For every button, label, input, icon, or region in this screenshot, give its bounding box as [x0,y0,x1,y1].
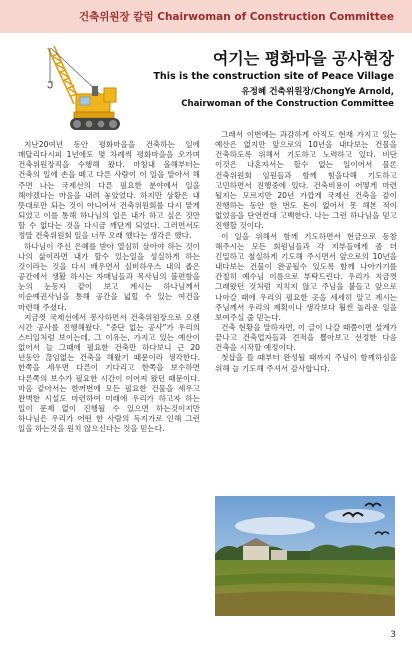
author-role: Chairwoman of the Construction Committee [181,99,394,109]
paragraph: 하나님이 주신 은혜를 받아 열심히 살아야 하는 것이 나의 삶이라면 내가 할수 있는일을 성실하게 하는 것이라는 것을 다시 배우면서 심비하우스 내의 좁은 공간에서 생활 하시는 자매님들과 목사님의 불편함을 눈의 눈동자 같이 보고 계시는 하나님께서 이순예권사님을 통해 공간을 넓힐 수 있는 여건을 마련해 주셨다. [18,241,200,312]
article-title-english: This is the construction site of Peace Village [153,71,394,82]
header-bar [0,0,412,33]
article-column-left [18,140,200,435]
article-title-korean: 여기는 평화마을 공사현장 [212,49,394,68]
paragraph: 그래서 이번에는 과감하게 아직도 현재 가지고 있는 예산은 없지만 앞으로의 10년을 내다보는 건물을 건축하도록 위해서 기도하고 노력하고 있다. 비단 이것은 나혼자서는 할수 없는 일이어서 물론 건축위원회 임원들과 함께 힘을다해 기도하고 고민하면서 진행중에 있다. 건축비용이 어떻게 마련 될지는 모르지만 20년 가깝게 국제선 건축을 같이 진행하는 동안 한 번도 돈이 없어서 못 해본 적이 없었음을 단연컨대 고백한다. 나는 그런 하나님을 믿고 진행할 것이다. [215,130,397,231]
paragraph: 지난20여년 동안 평화마을을 건축하는 일에 매달리다시피 1년에도 몇 차례씩 평화마을을 오가며 건축위원장직을 수행해 왔다. 마침내 올해부터는 건축의 일에 손을 떼고 다른 사람이 이 일을 맡아서 해 주면 나는 국제선의 다른 필요한 분야에서 일을 해야겠다는 마음을 내려 놓았었다. 하지만 상황은 내 뜻대로만 되는 것이 아니어서 건축위원회를 다시 맡게 되었고 이를 통해 하나님의 일은 내가 하고 싶은 것만 할 수 없다는 것을 다시금 깨닫게 되었다. 그러면서도 정말 건축위원회 일을 너무 오래 했다는 생각은 했다. [18,140,200,241]
article-column-right [215,130,397,374]
paragraph: 건축 현황을 말하자면, 이 글이 나갈 때쯤이면 설계가 끝나고 건축업자들과 견적을 뽑아보고 선정한 다음 건축을 시작할 예정이다. [215,322,397,353]
author-byline: 유정혜 건축위원장/ChongYe Arnold, [241,87,394,97]
paragraph: 첫삽을 뜰 때부터 완성될 때까지 주님이 함께하심을 위해 늘 기도해 주셔서 감사합니다. [215,353,397,373]
paragraph: 지금껏 국제선에서 봉사하면서 건축위원장으로 오랜 시간 공사를 진행해왔다. “중단 없는 공사”가 우리의 스티일처럼 보이는데, 그 이유는, 가지고 있는 예산이 없어서 늘 그때에 필요한 건축만 하다보니 근 20 년동안 끊임없는 건축을 해왔기 때문이라 생각한다. 한쪽을 세우면 다른이 기다리고 한쪽을 보수하면 다른쪽의 보수가 필요한 시간이 이어져 왔던 때문이다. 마음 같아서는 한꺼번에 모든 필요한 건물을 세우고 완벽한 시설도 마련하여 미래에 우리가 하고자 하는 일이 문제 없이 진행될 수 있으면 하는것이지만 하나님은 우리가 어떤 한 사람의 독지가로 인해 그런 일을 하는것을 원치 않으신다는 것을 믿는다. [18,312,200,434]
paragraph: 이 일을 위해서 함께 기도하면서 현금으로 동참 해주시는 모든 회원님들과 각 지부들에게 좀 더 긴밀하고 철실하게 기도해 주시면서 앞으로의 10년을 내다보는 건물이 완공될수 있도록 함께 나아가기를 간절히 예수님 이름으로 부탁드린다. 우리가 지금껏 그래왔던 것처럼 지치지 않고 주님을 붙들고 앞으로 나아갈 때에 우리의 필요한 곳을 세세히 알고 계시는 주님께서 우리의 계획이나 생각보다 훨씬 놀라운 일을 보여주실 줄 믿는다. [215,231,397,322]
crane-icon [40,42,128,137]
page-number: 3 [390,630,396,640]
column-header-label: 건축위원장 칼럼 Chairwoman of Construction Committee [78,11,394,23]
construction-site-photo [215,496,395,616]
